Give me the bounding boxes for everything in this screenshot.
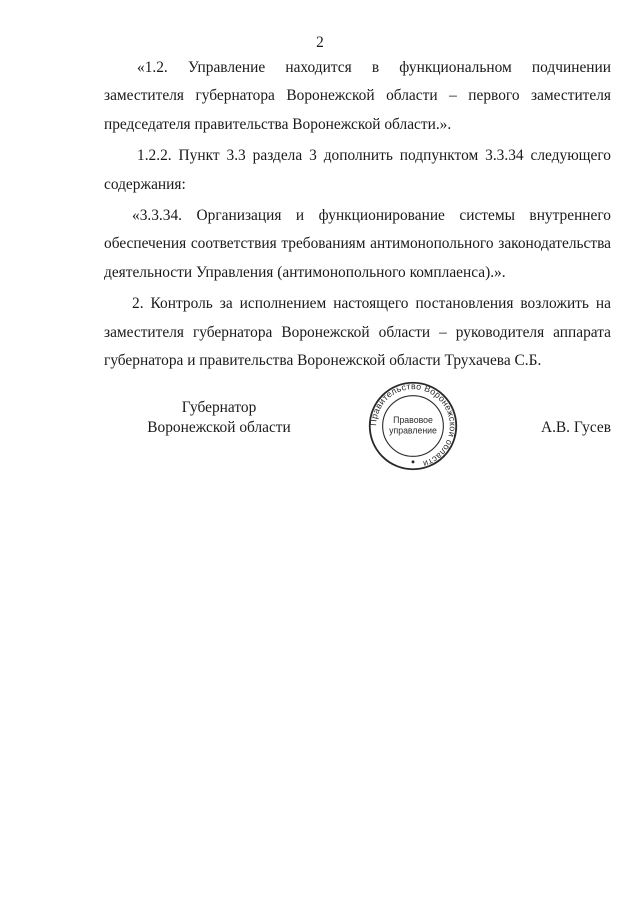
signature-block — [104, 378, 611, 478]
stamp-outer-textpath: Правительство Воронежской области — [368, 381, 458, 470]
page-number: 2 — [316, 34, 324, 51]
paragraph-subpoint-3-3-34: «3.3.34. Организация и функционирование системы внутреннего обеспечения соответствия требованиям антимонопольного законодательства деятельности Управления (антимонопольного комплаенса).». — [104, 207, 611, 281]
stamp-inner-line1: Правовое — [393, 415, 433, 426]
signatory-name: А.В. Гусев — [540, 419, 611, 436]
stamp-star-icon — [412, 460, 415, 463]
signatory-title-line1: Губернатор — [181, 399, 257, 416]
signatory-title — [144, 398, 294, 438]
official-stamp — [367, 380, 459, 472]
stamp-inner-line2: управление — [389, 425, 437, 436]
paragraph-subpoint-1-2: «1.2. Управление находится в функциональном подчинении заместителя губернатора Воронежской области – первого заместителя председателя правительства Воронежской области.». — [104, 59, 611, 133]
paragraph-control-clause: 2. Контроль за исполнением настоящего постановления возложить на заместителя губернатора Воронежской области – руководителя аппарата губернатора и правительства Воронежской области Трухачева С.Б. — [104, 295, 611, 370]
paragraph-subpoint-1-2-2: 1.2.2. Пункт 3.3 раздела 3 дополнить подпунктом 3.3.34 следующего содержания: — [104, 147, 611, 193]
document-body — [104, 54, 611, 378]
signatory-title-line2: Воронежской области — [147, 419, 291, 436]
